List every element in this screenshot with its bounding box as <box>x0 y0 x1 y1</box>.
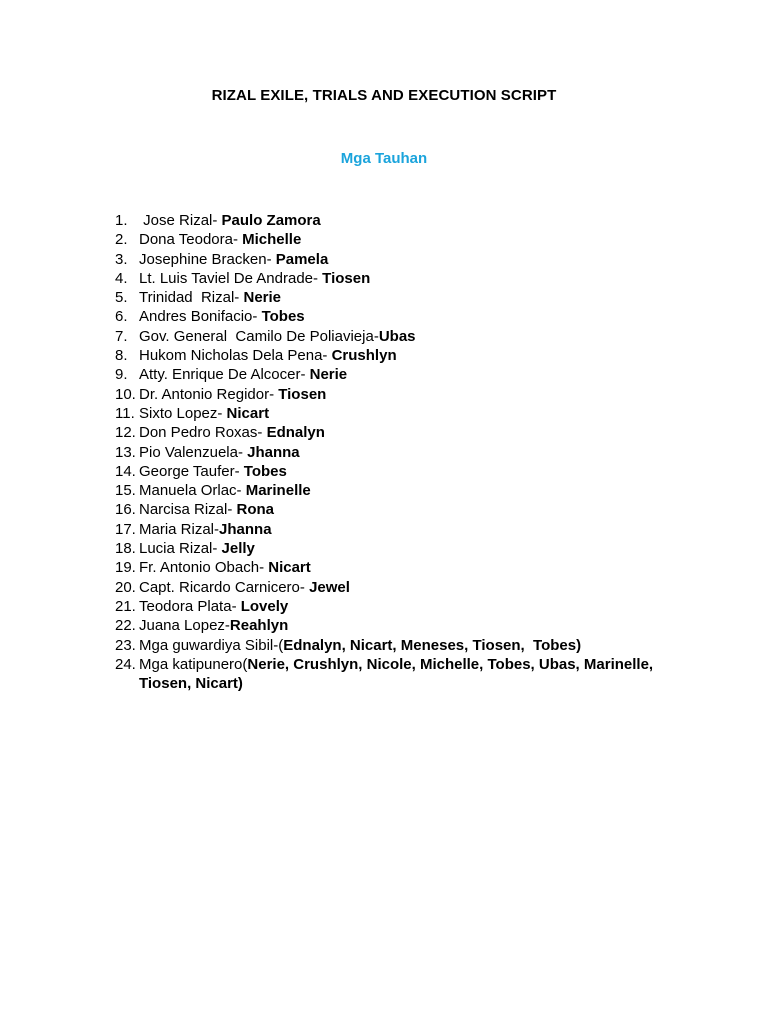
cast-item-actor: Paulo Zamora <box>221 212 321 229</box>
cast-item-role: Capt. Ricardo Carnicero- <box>139 578 310 596</box>
cast-list-item <box>115 288 695 307</box>
cast-item-number: 10. <box>115 385 136 403</box>
cast-item-number: 6. <box>115 308 128 326</box>
cast-item-actor: Tiosen <box>322 269 371 287</box>
cast-item-number: 16. <box>115 501 136 519</box>
cast-item-number: 4. <box>115 269 128 287</box>
cast-item-actor: Michelle <box>242 231 302 249</box>
cast-list-item <box>115 636 695 655</box>
cast-list-item <box>115 365 695 384</box>
cast-item-actor: Jewel <box>309 578 350 596</box>
cast-list-item <box>115 578 695 597</box>
cast-item-role: Gov. General Camilo De Poliavieja- <box>139 327 379 345</box>
cast-item-actor: Nicart <box>226 404 270 422</box>
cast-item-role: Lt. Luis Taviel De Andrade- <box>139 269 323 287</box>
cast-item-role: Josephine Bracken- <box>139 250 276 268</box>
cast-item-role: Trinidad Rizal- <box>139 289 244 307</box>
cast-item-role: Narcisa Rizal- <box>139 501 237 519</box>
cast-item-actor: Reahlyn <box>229 617 289 635</box>
cast-item-role: Hukom Nicholas Dela Pena- <box>139 347 332 365</box>
cast-item-role: Jose Rizal- <box>139 212 222 229</box>
cast-item-actor: Ubas <box>378 327 416 345</box>
cast-item-actor: Marinelle <box>245 482 311 500</box>
cast-item-actor: Lovely <box>240 597 289 615</box>
cast-item-number: 5. <box>115 289 128 307</box>
cast-list-item <box>115 481 695 500</box>
cast-item-number: 19. <box>115 559 136 577</box>
cast-item-role: Pio Valenzuela- <box>139 443 248 461</box>
cast-item-role: Dr. Antonio Regidor- <box>139 385 279 403</box>
cast-list-item <box>115 269 695 288</box>
cast-list <box>115 211 695 693</box>
cast-item-number: 12. <box>115 424 136 442</box>
cast-list-item <box>115 520 695 539</box>
cast-item-actor: Tiosen <box>278 385 327 403</box>
cast-item-number: 2. <box>115 231 128 249</box>
cast-item-actor: Ednalyn <box>266 424 325 442</box>
cast-list-item <box>115 385 695 404</box>
cast-list-item <box>115 462 695 481</box>
cast-list-item <box>115 558 695 577</box>
cast-list-item <box>115 539 695 558</box>
document-subtitle: Mga Tauhan <box>340 150 428 167</box>
cast-item-number: 17. <box>115 520 136 538</box>
cast-item-number: 20. <box>115 578 136 596</box>
cast-item-number: 21. <box>115 597 136 615</box>
cast-item-role: Atty. Enrique De Alcocer- <box>139 366 310 384</box>
cast-item-number: 9. <box>115 366 128 384</box>
cast-item-role: Mga guwardiya Sibil-( <box>139 636 284 654</box>
cast-item-actor: Jhanna <box>247 443 300 461</box>
cast-item-role: Teodora Plata- <box>139 597 241 615</box>
cast-item-number: 23. <box>115 636 136 654</box>
cast-item-role: Lucia Rizal- <box>139 540 222 558</box>
cast-item-actor: Nerie <box>243 289 282 307</box>
cast-list-item <box>115 327 695 346</box>
cast-item-number: 18. <box>115 540 136 558</box>
cast-item-number: 11. <box>115 404 135 422</box>
cast-item-number: 7. <box>115 327 128 345</box>
cast-item-number: 1. <box>115 212 128 229</box>
cast-item-role: Fr. Antonio Obach- <box>139 559 269 577</box>
document-title: RIZAL EXILE, TRIALS AND EXECUTION SCRIPT <box>211 87 557 104</box>
cast-list-item <box>115 307 695 326</box>
cast-item-number: 22. <box>115 617 136 635</box>
cast-list-item <box>115 443 695 462</box>
cast-item-number: 13. <box>115 443 136 461</box>
cast-item-role: Dona Teodora- <box>139 231 243 249</box>
cast-list-item <box>115 423 695 442</box>
cast-item-actor: Jhanna <box>219 520 272 538</box>
cast-item-role: Mga katipunero( <box>139 655 248 673</box>
cast-item-role: Manuela Orlac- <box>139 482 246 500</box>
cast-list-item <box>115 404 695 423</box>
cast-list-item <box>115 655 695 694</box>
cast-item-actor: Jelly <box>221 540 255 558</box>
cast-item-actor: Rona <box>236 501 275 519</box>
cast-item-actor: Nerie, Crushlyn, Nicole, Michelle, Tobes, Ubas, Marinelle, Tiosen, Nicart) <box>139 655 658 693</box>
cast-list-item <box>115 250 695 269</box>
cast-item-role: Andres Bonifacio- <box>139 308 262 326</box>
cast-item-actor: Tobes <box>243 462 287 480</box>
cast-list-item <box>115 230 695 249</box>
cast-list-item <box>115 211 695 230</box>
cast-item-role: Maria Rizal- <box>139 520 220 538</box>
cast-item-actor: Ednalyn, Nicart, Meneses, Tiosen, Tobes) <box>283 636 582 654</box>
cast-item-number: 24. <box>115 655 136 673</box>
cast-item-role: Juana Lopez- <box>139 617 230 635</box>
cast-item-role: Don Pedro Roxas- <box>139 424 267 442</box>
cast-list-item <box>115 616 695 635</box>
cast-item-role: Sixto Lopez- <box>139 404 227 422</box>
cast-item-role: George Taufer- <box>139 462 244 480</box>
cast-item-actor: Tobes <box>261 308 305 326</box>
cast-item-actor: Nerie <box>309 366 348 384</box>
cast-list-item <box>115 346 695 365</box>
cast-list-item <box>115 500 695 519</box>
cast-item-number: 14. <box>115 462 136 480</box>
cast-item-actor: Crushlyn <box>331 347 397 365</box>
cast-list-item <box>115 597 695 616</box>
cast-item-actor: Nicart <box>268 559 311 577</box>
cast-item-number: 15. <box>115 482 136 500</box>
cast-item-number: 8. <box>115 347 128 365</box>
cast-item-actor: Pamela <box>275 250 329 268</box>
cast-item-number: 3. <box>115 250 128 268</box>
